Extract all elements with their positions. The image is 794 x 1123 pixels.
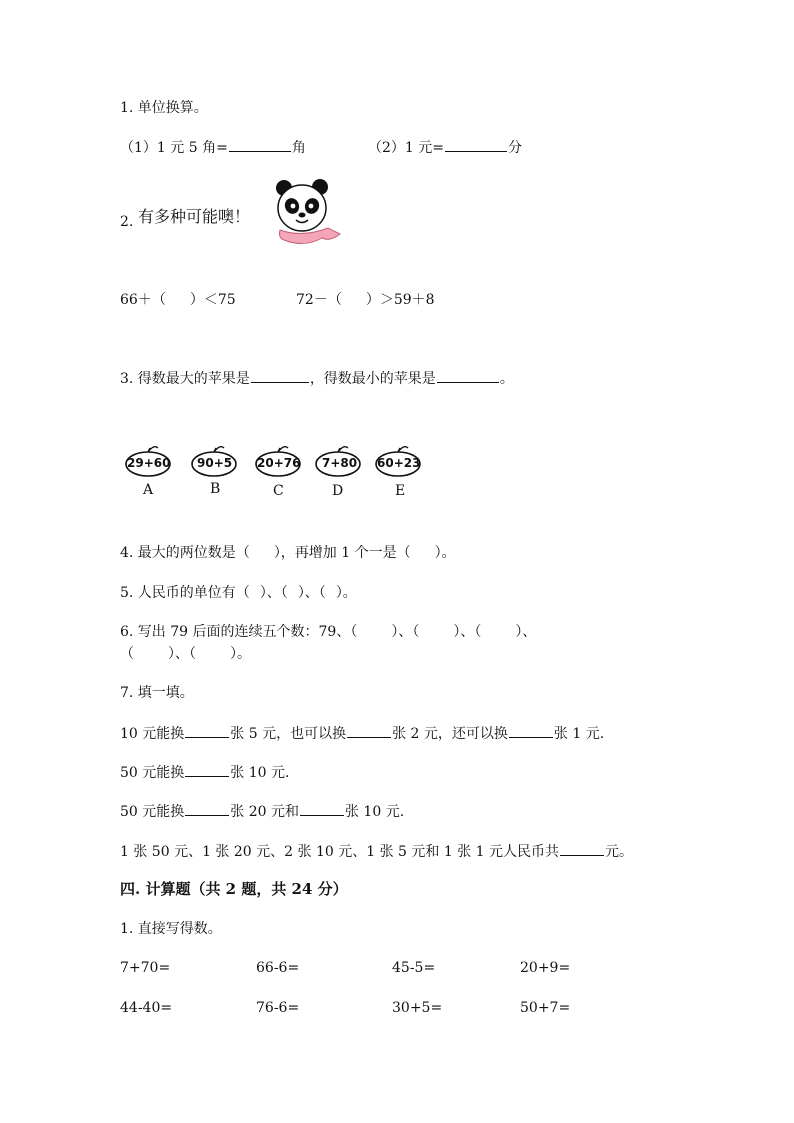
apple-a-expr: 29+60	[127, 456, 171, 470]
calc-r1-c1: 7+70=	[120, 960, 171, 976]
apple-b-letter: B	[210, 481, 221, 497]
q5-text-c: ）、（	[297, 585, 326, 601]
q7-l1-blank3[interactable]	[509, 723, 553, 738]
q3-text-b: ，得数最小的苹果是	[309, 371, 436, 387]
q5-text-b: ）、（	[259, 585, 288, 601]
q6-line1	[120, 622, 536, 642]
q2-number: 2.	[120, 214, 134, 230]
q7-l2-a: 50 元能换	[120, 765, 185, 781]
q7-l3-a: 50 元能换	[120, 804, 185, 820]
q1-item2-suffix: 分	[508, 140, 522, 156]
q2-expr1-a: 66＋（	[120, 292, 166, 308]
q3-text-a: 3. 得数最大的苹果是	[120, 371, 250, 387]
calc-r2-c1: 44-40=	[120, 1000, 173, 1016]
q6-line2-b: ）、（	[168, 646, 196, 662]
q4-question	[120, 543, 456, 563]
q7-l4-a: 1 张 50 元、1 张 20 元、2 张 10 元、1 张 5 元和 1 张 1 元人民币共	[120, 844, 559, 860]
apple-b-expr: 90+5	[197, 456, 233, 470]
calc-r2-c3: 30+5=	[392, 1000, 443, 1016]
q2-expr2	[296, 290, 435, 310]
q2-speech-text: 有多种可能噢！	[138, 207, 251, 226]
q4-text-c: ）。	[434, 545, 456, 561]
panda-icon	[270, 178, 346, 250]
q7-l2-b: 张 10 元.	[230, 765, 290, 781]
q7-line1	[120, 723, 604, 744]
q6-line2-a: （	[120, 646, 134, 662]
apple-c-letter: C	[273, 483, 284, 499]
apple-c	[254, 444, 302, 482]
apple-e-letter: E	[395, 483, 406, 499]
section4-q1-title: 1. 直接写得数。	[120, 921, 222, 937]
apple-d	[314, 444, 362, 482]
q4-text-b: ），再增加 1 个一是（	[273, 545, 411, 561]
q5-question	[120, 583, 357, 603]
q7-l1-d: 张 1 元.	[553, 726, 605, 742]
q1-item1-blank[interactable]	[229, 137, 291, 152]
q6-line1-a: 6. 写出 79 后面的连续五个数：79、（	[120, 624, 358, 640]
q2-expr1-b: ）＜75	[189, 292, 236, 308]
q7-l3-blank2[interactable]	[300, 801, 344, 816]
q3-blank-max[interactable]	[251, 368, 309, 383]
q6-line1-b: ）、（	[391, 624, 420, 640]
q1-items	[120, 137, 306, 158]
q7-title: 7. 填一填。	[120, 685, 194, 701]
calc-r1-c3: 45-5=	[392, 960, 436, 976]
apple-d-letter: D	[332, 483, 344, 499]
q7-l1-c: 张 2 元，还可以换	[392, 726, 508, 742]
q7-l1-blank1[interactable]	[185, 723, 229, 738]
q2-expr2-a: 72－（	[296, 292, 342, 308]
apple-d-expr: 7+80	[322, 456, 358, 470]
q7-line4	[120, 841, 633, 862]
q7-l1-blank2[interactable]	[347, 723, 391, 738]
apple-a	[124, 444, 172, 482]
q7-l3-b: 张 20 元和	[230, 804, 299, 820]
q7-l2-blank1[interactable]	[185, 762, 229, 777]
calc-r2-c2: 76-6=	[256, 1000, 300, 1016]
section4-title: 四. 计算题（共 2 题，共 24 分）	[120, 880, 348, 898]
q2-expr2-b: ）＞59＋8	[365, 292, 435, 308]
apple-c-expr: 20+76	[257, 456, 301, 470]
q2-expr1	[120, 290, 236, 310]
q7-l1-b: 张 5 元，也可以换	[230, 726, 347, 742]
q1-item1-suffix: 角	[291, 140, 306, 156]
q5-text-d: ）。	[335, 585, 357, 601]
q4-text-a: 4. 最大的两位数是（	[120, 545, 250, 561]
q3-blank-min[interactable]	[437, 368, 499, 383]
q5-text-a: 5. 人民币的单位有（	[120, 585, 250, 601]
apple-e-expr: 60+23	[377, 456, 421, 470]
apple-a-letter: A	[143, 482, 154, 498]
q7-line2	[120, 762, 289, 783]
q3-text-c: 。	[499, 371, 514, 387]
apple-b	[190, 444, 238, 482]
calc-r1-c4: 20+9=	[520, 960, 571, 976]
q3-question	[120, 368, 514, 389]
q7-line3	[120, 801, 404, 822]
q7-l1-a: 10 元能换	[120, 726, 185, 742]
q1-item1-prefix: （1）1 元 5 角=	[120, 140, 228, 156]
calc-r1-c2: 66-6=	[256, 960, 300, 976]
q7-l3-blank1[interactable]	[185, 801, 229, 816]
calc-r2-c4: 50+7=	[520, 1000, 571, 1016]
q7-l3-c: 张 10 元.	[344, 804, 405, 820]
q1-item2-prefix: （2）1 元=	[368, 140, 444, 156]
q1-title: 1. 单位换算。	[120, 100, 208, 116]
q6-line2-c: ）。	[230, 646, 251, 662]
q1-item2	[368, 137, 522, 158]
apple-e	[374, 444, 422, 482]
q1-item2-blank[interactable]	[445, 137, 507, 152]
q6-line1-c: ）、（	[453, 624, 482, 640]
q6-line1-d: ）、	[515, 624, 537, 640]
q6-line2	[120, 644, 251, 664]
q7-l4-b: 元。	[605, 844, 633, 860]
q7-l4-blank1[interactable]	[560, 841, 604, 856]
